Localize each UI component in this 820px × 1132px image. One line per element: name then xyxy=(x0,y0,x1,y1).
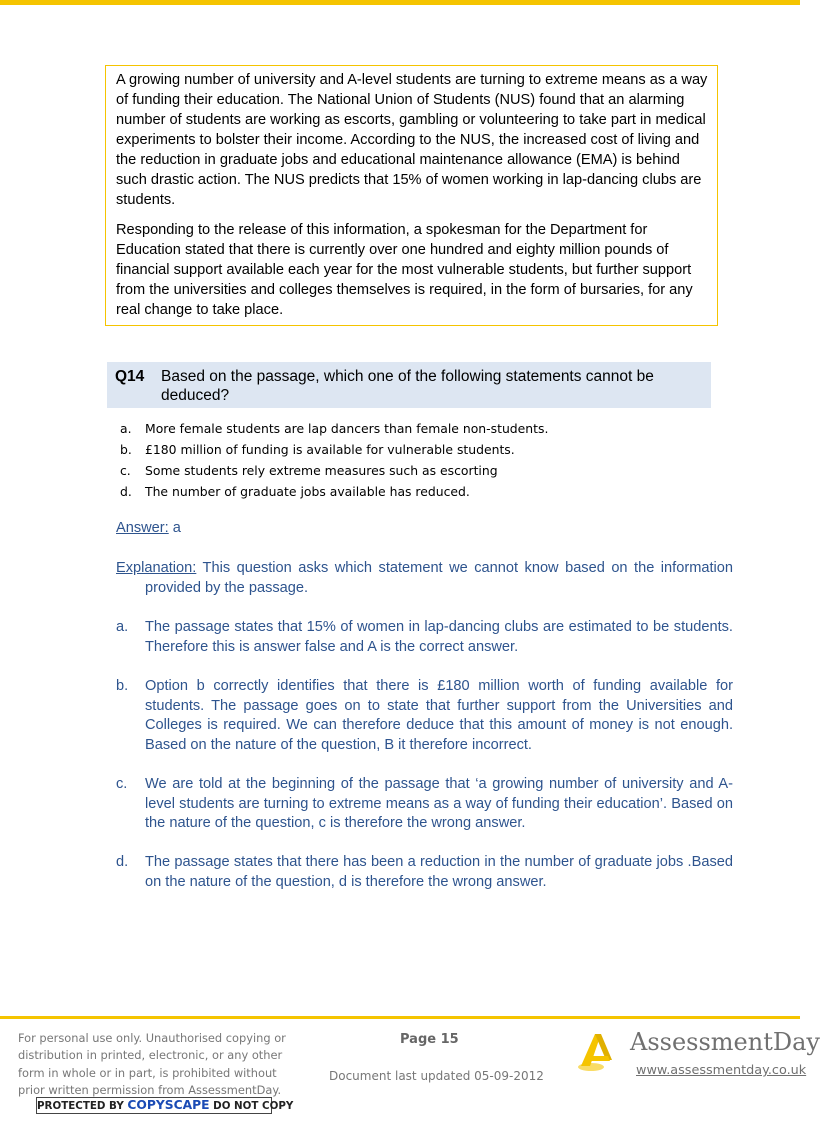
explanation-item-c xyxy=(116,775,733,834)
explanation-item-text: The passage states that there has been a reduction in the number of graduate jobs .Based on the nature of the question, d is therefore the wrong answer. xyxy=(145,854,733,890)
passage-box xyxy=(105,65,718,326)
explanation-item-letter: d. xyxy=(116,854,129,870)
explanation-intro xyxy=(116,559,733,598)
last-updated-date: Document last updated 05-09-2012 xyxy=(329,1069,544,1083)
answer-value: a xyxy=(168,520,181,536)
option-letter: d. xyxy=(120,484,132,499)
explanation-item-text: We are told at the beginning of the passage that ‘a growing number of university and A-level students are turning to extreme means as a way of funding their education’. Based on the nature of the question, c is therefore the wrong answer. xyxy=(145,776,733,832)
option-letter: a. xyxy=(120,421,132,436)
page-number: Page 15 xyxy=(400,1032,459,1047)
copyscape-suffix: DO NOT COPY xyxy=(209,1100,294,1112)
assessmentday-logo-icon xyxy=(578,1030,614,1074)
top-accent-rule xyxy=(0,0,800,5)
brand-url-link[interactable]: www.assessmentday.co.uk xyxy=(636,1063,807,1078)
option-text: £180 million of funding is available for vulnerable students. xyxy=(145,442,515,457)
explanation-item-letter: a. xyxy=(116,619,129,635)
copyright-notice: For personal use only. Unauthorised copying or distribution in printed, electronic, or any other form in whole or in part, is prohibited without prior written permission from AssessmentDay. xyxy=(18,1031,286,1097)
answer-line xyxy=(116,520,181,536)
option-a xyxy=(120,418,680,439)
explanation-item-b xyxy=(116,677,733,756)
explanation-item-a xyxy=(116,618,733,657)
option-text: More female students are lap dancers than female non-students. xyxy=(145,421,549,436)
explanation-label: Explanation: xyxy=(116,560,197,576)
question-header xyxy=(107,362,711,408)
option-text: The number of graduate jobs available has reduced. xyxy=(145,484,470,499)
answer-label: Answer: xyxy=(116,520,169,536)
explanation-item-letter: c. xyxy=(116,776,128,792)
explanation-item-d xyxy=(116,853,733,892)
copyscape-brand: COPYSCAPE xyxy=(127,1098,210,1112)
question-number: Q14 xyxy=(115,368,145,385)
explanation-item-letter: b. xyxy=(116,678,129,694)
passage-paragraph-2: Responding to the release of this information, a spokesman for the Department for Education stated that there is currently over one hundred and eighty million pounds of financial support available each year for the most vulnerable students, but further support from the universities and colleges themselves is required, in the form of bursaries, for any real change to take place. xyxy=(116,222,693,318)
copyscape-badge[interactable] xyxy=(36,1097,294,1114)
passage-paragraph-1: A growing number of university and A-level students are turning to extreme means as a way of funding their education. The National Union of Students (NUS) found that an alarming number of students are working as escorts, gambling or volunteering to take part in medical experiments to bolster their income. According to the NUS, the increased cost of living and the reduction in graduate jobs and educational maintenance allowance (EMA) is behind such drastic action. The NUS predicts that 15% of women working in lap-dancing clubs are students. xyxy=(116,72,708,208)
option-text: Some students rely extreme measures such as escorting xyxy=(145,463,498,478)
option-letter: b. xyxy=(120,442,132,457)
option-letter: c. xyxy=(120,463,131,478)
answer-options-list xyxy=(120,418,680,502)
option-c xyxy=(120,460,680,481)
option-d xyxy=(120,481,680,502)
question-text: Based on the passage, which one of the following statements cannot be deduced? xyxy=(161,368,654,404)
footer-accent-rule xyxy=(0,1016,800,1019)
explanation-item-text: The passage states that 15% of women in lap-dancing clubs are estimated to be students. Therefore this is answer false and A is the correct answer. xyxy=(145,619,733,655)
explanation-item-text: Option b correctly identifies that there is £180 million worth of funding available for students. The passage goes on to state that further support from the Universities and Colleges is required. We can therefore deduce that this amount of money is not enough. Based on the nature of the question, B it therefore incorrect. xyxy=(145,678,733,754)
brand-name: AssessmentDay xyxy=(630,1028,820,1056)
option-b xyxy=(120,439,680,460)
copyscape-prefix: PROTECTED BY xyxy=(37,1100,128,1112)
explanation-intro-text: This question asks which statement we cannot know based on the information provided by the passage. xyxy=(145,560,733,596)
